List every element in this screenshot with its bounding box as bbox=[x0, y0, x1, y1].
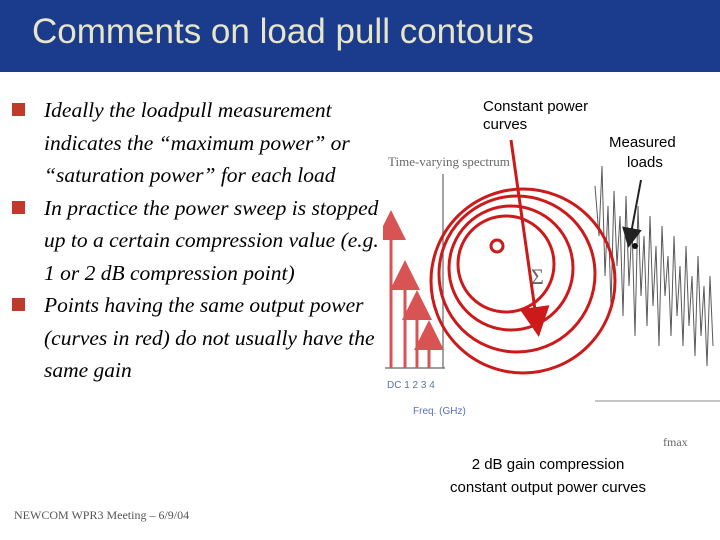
bullet-text: Ideally the loadpull measurement indicates the “maximum power” or “saturation power” for each load bbox=[44, 98, 350, 187]
constant-power-label-line1: Constant power bbox=[483, 98, 589, 115]
bullet-item bbox=[12, 289, 380, 387]
square-bullet-icon bbox=[12, 103, 25, 116]
bullet-text: In practice the power sweep is stopped up to a certain compression value (e.g. 1 or 2 dB compression point) bbox=[44, 195, 379, 285]
bg-spectrum-title: Time-varying spectrum bbox=[388, 154, 510, 169]
constant-power-label-line2: curves bbox=[483, 116, 528, 133]
bg-freq-label: Freq. (GHz) bbox=[413, 406, 466, 417]
slide-title: Comments on load pull contours bbox=[32, 12, 534, 51]
bullet-item bbox=[12, 94, 380, 192]
bullet-list bbox=[12, 94, 380, 387]
bottom-caption-line1: 2 dB gain compression bbox=[471, 456, 625, 473]
optimum-point-marker bbox=[491, 240, 503, 252]
measured-loads-label-line2: loads bbox=[627, 154, 663, 171]
bg-fmax-label: fmax bbox=[663, 435, 688, 449]
bottom-caption-line2: constant output power curves bbox=[450, 479, 646, 496]
measured-loads-label-line1: Measured bbox=[609, 134, 676, 151]
loadpull-illustration bbox=[383, 96, 720, 508]
title-bar bbox=[0, 0, 720, 72]
footer-text: NEWCOM WPR3 Meeting – 6/9/04 bbox=[14, 508, 190, 522]
constant-power-arrow bbox=[511, 140, 538, 331]
bullet-text: Points having the same output power (curves in red) do not usually have the same gain bbox=[44, 293, 375, 382]
bg-axis-ticks: DC 1 2 3 4 bbox=[387, 380, 435, 391]
spectrum-bars bbox=[391, 216, 429, 368]
svg-text:Σ: Σ bbox=[531, 264, 544, 289]
square-bullet-icon bbox=[12, 201, 25, 214]
bullet-item bbox=[12, 192, 380, 290]
square-bullet-icon bbox=[12, 298, 25, 311]
background-spectrum-plot bbox=[385, 154, 720, 449]
loadpull-figure bbox=[383, 96, 720, 508]
